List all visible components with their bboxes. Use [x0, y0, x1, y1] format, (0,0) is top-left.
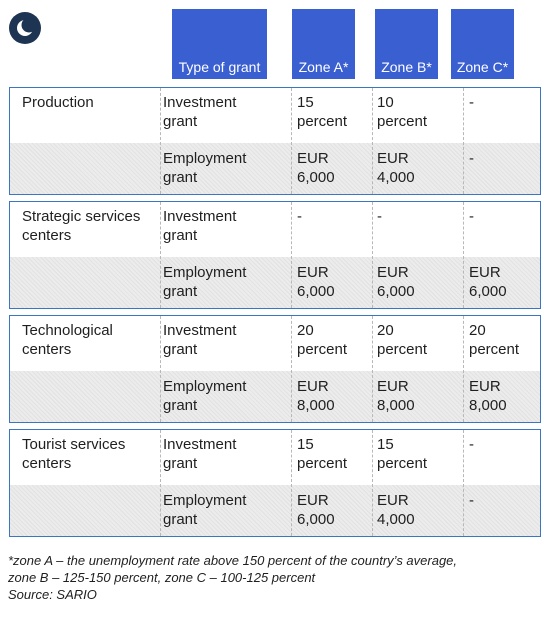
column-divider: [463, 88, 464, 194]
zone-c-cell: 20 percent: [469, 322, 520, 358]
zone-a-cell: -: [297, 208, 302, 225]
zone-b-cell: EUR 4,000: [377, 492, 415, 528]
header-zone-c: Zone C*: [451, 9, 514, 79]
zone-b-cell: 10 percent: [377, 94, 428, 130]
footnote: [8, 552, 543, 603]
sector-label: Technological centers: [22, 322, 113, 358]
footnote-line-2: zone B – 125-150 percent, zone C – 100-125 percent: [8, 570, 316, 585]
zone-c-cell: EUR 6,000: [469, 264, 507, 300]
zone-c-cell: -: [469, 150, 474, 167]
zone-b-cell: EUR 4,000: [377, 150, 415, 186]
column-divider: [372, 316, 373, 422]
header-zone-b: Zone B*: [375, 9, 438, 79]
header-zone-a: Zone A*: [292, 9, 355, 79]
zone-a-cell: EUR 6,000: [297, 492, 335, 528]
zone-a-cell: 20 percent: [297, 322, 348, 358]
sector-label: Strategic services centers: [22, 208, 141, 244]
grant-type-cell: Investment grant: [163, 94, 237, 130]
column-divider: [291, 316, 292, 422]
zone-a-cell: 15 percent: [297, 94, 348, 130]
zone-b-cell: -: [377, 208, 382, 225]
zone-c-cell: EUR 8,000: [469, 378, 507, 414]
zone-c-cell: -: [469, 492, 474, 509]
grant-type-cell: Employment grant: [163, 378, 247, 414]
zone-c-cell: -: [469, 94, 474, 111]
zone-b-cell: 15 percent: [377, 436, 428, 472]
source-note: Source: SARIO: [8, 587, 97, 602]
table-group: [9, 87, 541, 195]
zone-b-cell: EUR 8,000: [377, 378, 415, 414]
grant-type-cell: Employment grant: [163, 150, 247, 186]
column-divider: [463, 316, 464, 422]
table-group: [9, 201, 541, 309]
column-divider: [291, 430, 292, 536]
column-divider: [291, 88, 292, 194]
table-group: [9, 429, 541, 537]
column-divider: [463, 202, 464, 308]
zone-b-cell: EUR 6,000: [377, 264, 415, 300]
footnote-line-1: *zone A – the unemployment rate above 150 percent of the country’s average,: [8, 553, 458, 568]
grant-type-cell: Investment grant: [163, 436, 237, 472]
grant-type-cell: Employment grant: [163, 264, 247, 300]
header-type-of-grant: Type of grant: [172, 9, 267, 79]
zone-c-cell: -: [469, 208, 474, 225]
column-divider: [463, 430, 464, 536]
zone-a-cell: 15 percent: [297, 436, 348, 472]
table-group: [9, 315, 541, 423]
zone-c-cell: -: [469, 436, 474, 453]
column-divider: [372, 430, 373, 536]
zone-b-cell: 20 percent: [377, 322, 428, 358]
column-divider: [372, 88, 373, 194]
grant-type-cell: Investment grant: [163, 208, 237, 244]
sector-label: Production: [22, 94, 94, 111]
column-divider: [372, 202, 373, 308]
grant-type-cell: Employment grant: [163, 492, 247, 528]
zone-a-cell: EUR 6,000: [297, 264, 335, 300]
column-divider: [291, 202, 292, 308]
zone-a-cell: EUR 6,000: [297, 150, 335, 186]
grant-type-cell: Investment grant: [163, 322, 237, 358]
crescent-logo-icon: [9, 12, 41, 44]
sector-label: Tourist services centers: [22, 436, 126, 472]
zone-a-cell: EUR 8,000: [297, 378, 335, 414]
